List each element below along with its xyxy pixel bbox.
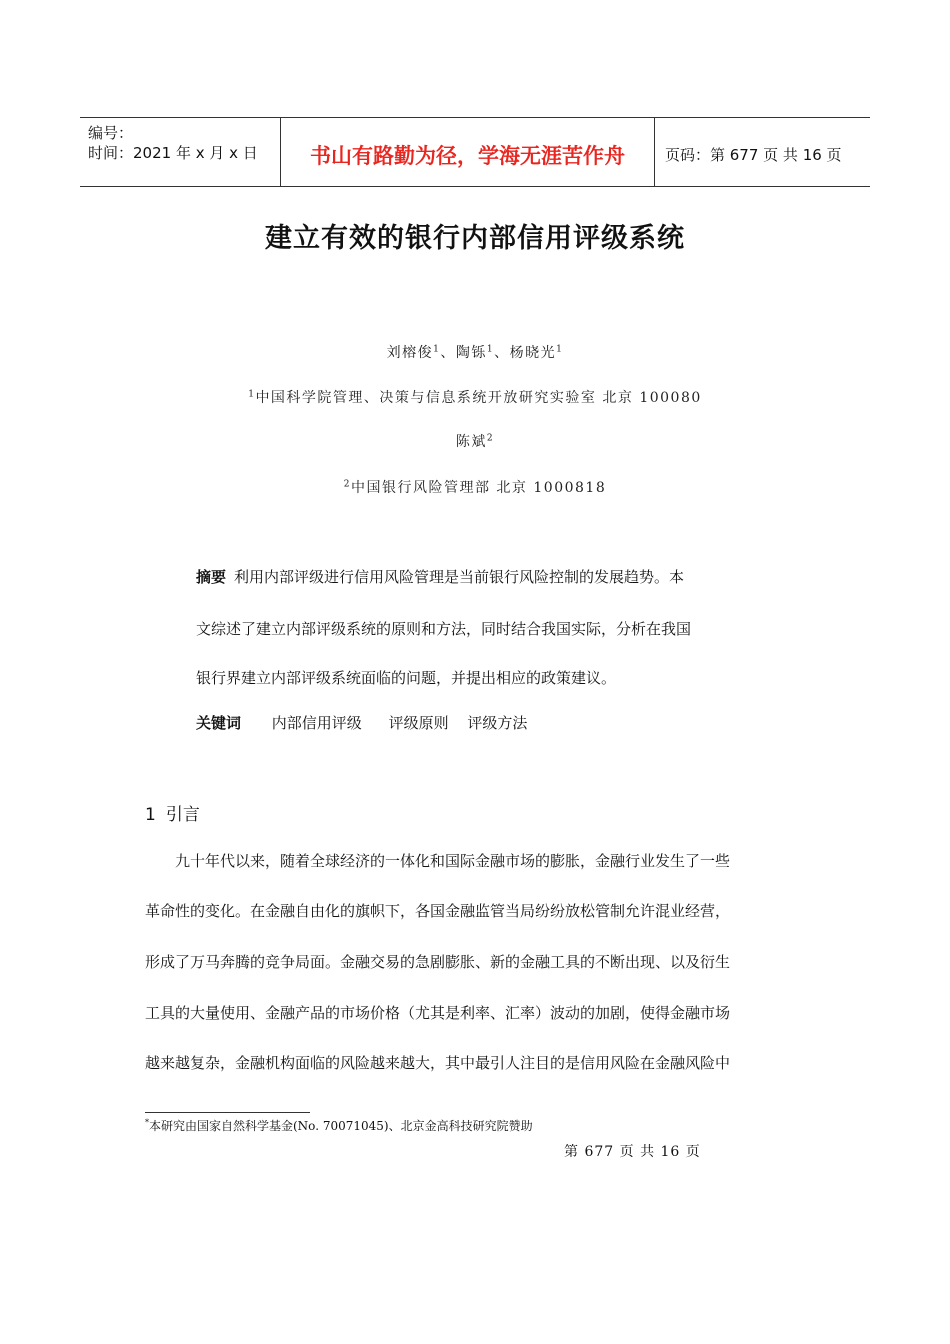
keywords-line [196,712,527,733]
paper-title: 建立有效的银行内部信用评级系统 [265,223,685,254]
header-left-cell [80,118,281,186]
serial-label: 编号： [88,124,134,142]
affiliation-marker: 1 [433,344,441,355]
keyword: 评级方法 [467,714,528,732]
section-title: 引言 [165,805,200,825]
affiliation-marker: 1 [486,344,495,355]
abstract-line-2: 文综述了建立内部评级系统的原则和方法，同时结合我国实际，分析在我国 [196,620,692,638]
affiliation-marker: 1 [556,344,564,355]
affiliation-text: 中国科学院管理、决策与信息系统开放研究实验室 北京 100080 [255,390,702,406]
footnote-text: 本研究由国家自然科学基金(No. 70071045)、北京金高科技研究院赞助 [149,1119,533,1133]
header-motto: 书山有路勤为径，学海无涯苦作舟 [310,144,625,168]
section-number: 1 [145,805,156,825]
footnote [145,1117,533,1134]
footnote-separator [145,1112,310,1113]
author-name: 陈斌 [455,434,487,450]
body-line: 越来越复杂，金融机构面临的风险越来越大，其中最引人注目的是信用风险在金融风险中 [145,1054,731,1072]
body-line: 形成了万马奔腾的竞争局面。金融交易的急剧膨胀、新的金融工具的不断出现、以及衍生 [145,953,731,971]
keyword: 评级原则 [388,714,449,732]
author-name: 、陶铄 [440,345,487,361]
author-name: 刘榕俊 [386,345,434,361]
author-name: 、杨晓光 [494,345,557,361]
affiliation-marker: 1 [248,389,256,400]
author-line-2 [0,431,950,451]
abstract-text: 利用内部评级进行信用风险管理是当前银行风险控制的发展趋势。本 [234,568,685,586]
body-line: 革命性的变化。在金融自由化的旗帜下，各国金融监管当局纷纷放松管制允许混业经营， [145,902,731,920]
abstract-line-1 [196,566,684,587]
affiliation-marker: 2 [343,479,351,490]
abstract-line-3: 银行界建立内部评级系统面临的问题，并提出相应的政策建议。 [196,669,617,687]
date-label: 时间：2021 年 x 月 x 日 [88,144,258,162]
header-page-code: 页码：第 677 页 共 16 页 [665,146,842,164]
keyword: 内部信用评级 [271,714,362,732]
abstract-label: 摘要 [196,568,227,586]
affiliation-2 [0,477,950,497]
affiliation-marker: 2 [486,433,495,444]
section-heading [145,800,200,825]
header-right-cell [655,118,870,186]
affiliation-text: 中国银行风险管理部 北京 1000818 [350,480,607,496]
page-footer: 第 677 页 共 16 页 [564,1144,701,1160]
keywords-label: 关键词 [196,714,242,732]
affiliation-1 [0,387,950,407]
body-line: 九十年代以来，随着全球经济的一体化和国际金融市场的膨胀，金融行业发生了一些 [145,852,731,870]
document-header [80,117,870,187]
footnote-marker: * [145,1118,149,1127]
body-line: 工具的大量使用、金融产品的市场价格（尤其是利率、汇率）波动的加剧，使得金融市场 [145,1004,731,1022]
header-middle-cell [281,118,655,186]
author-line-1 [0,342,950,362]
